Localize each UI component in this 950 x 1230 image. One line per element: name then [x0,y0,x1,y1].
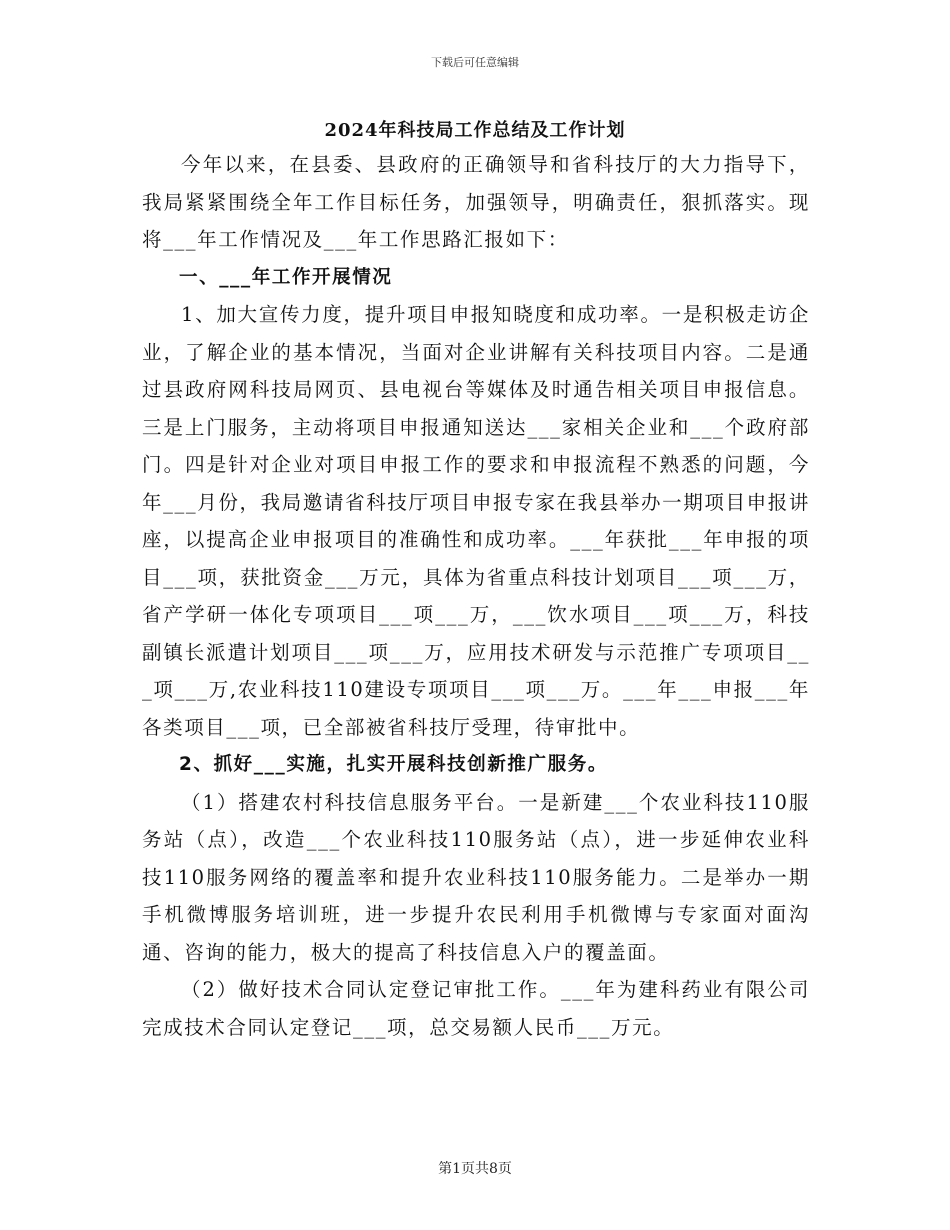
header-note: 下载后可任意编辑 [431,56,519,69]
intro-paragraph: 今年以来，在县委、县政府的正确领导和省科技厅的大力指导下，我局紧紧围绕全年工作目标任务，加强领导，明确责任，狠抓落实。现将___年工作情况及___年工作思路汇报如下： [142,153,810,251]
section-heading: 一、___年工作开展情况 [179,266,393,288]
document-title: 2024年科技局工作总结及工作计划 [324,120,626,141]
page-number: 第1页共8页 [438,1161,512,1177]
subsection-heading: 2、抓好___实施，扎实开展科技创新推广服务。 [179,754,608,775]
body-paragraph: 1、加大宣传力度，提升项目申报知晓度和成功率。一是积极走访企业，了解企业的基本情况，当面对企业讲解有关科技项目内容。二是通过县政府网科技局网页、县电视台等媒体及时通告相关项目申报信息。三是上门服务，主动将项目申报通知送达___家相关企业和___个政府部门。四是针对企业对项目申报工作的要求和申报流程不熟悉的问题，今年___月份，我局邀请省科技厅项目申报专家在我县举办一期项目申报讲座，以提高企业申报项目的准确性和成功率。___年获批___年申报的项目___项，获批资金___万元，具体为省重点科技计划项目___项___万，省产学研一体化专项项目___项___万，___饮水项目___项___万，科技副镇长派遣计划项目___项___万，应用技术研发与示范推广专项项目___项___万,农业科技110建设专项项目___项___万。___年___申报___年各类项目___项，已全部被省科技厅受理，待审批中。 [142,303,810,739]
document-body [142,146,810,1046]
body-paragraph: （2）做好技术合同认定登记审批工作。___年为建科药业有限公司完成技术合同认定登记___项，总交易额人民币___万元。 [142,978,810,1039]
body-paragraph: （1）搭建农村科技信息服务平台。一是新建___个农业科技110服务站（点），改造___个农业科技110服务站（点），进一步延伸农业科技110服务网络的覆盖率和提升农业科技110服务能力。二是举办一期手机微博服务培训班，进一步提升农民利用手机微博与专家面对面沟通、咨询的能力，极大的提高了科技信息入户的覆盖面。 [142,790,810,964]
